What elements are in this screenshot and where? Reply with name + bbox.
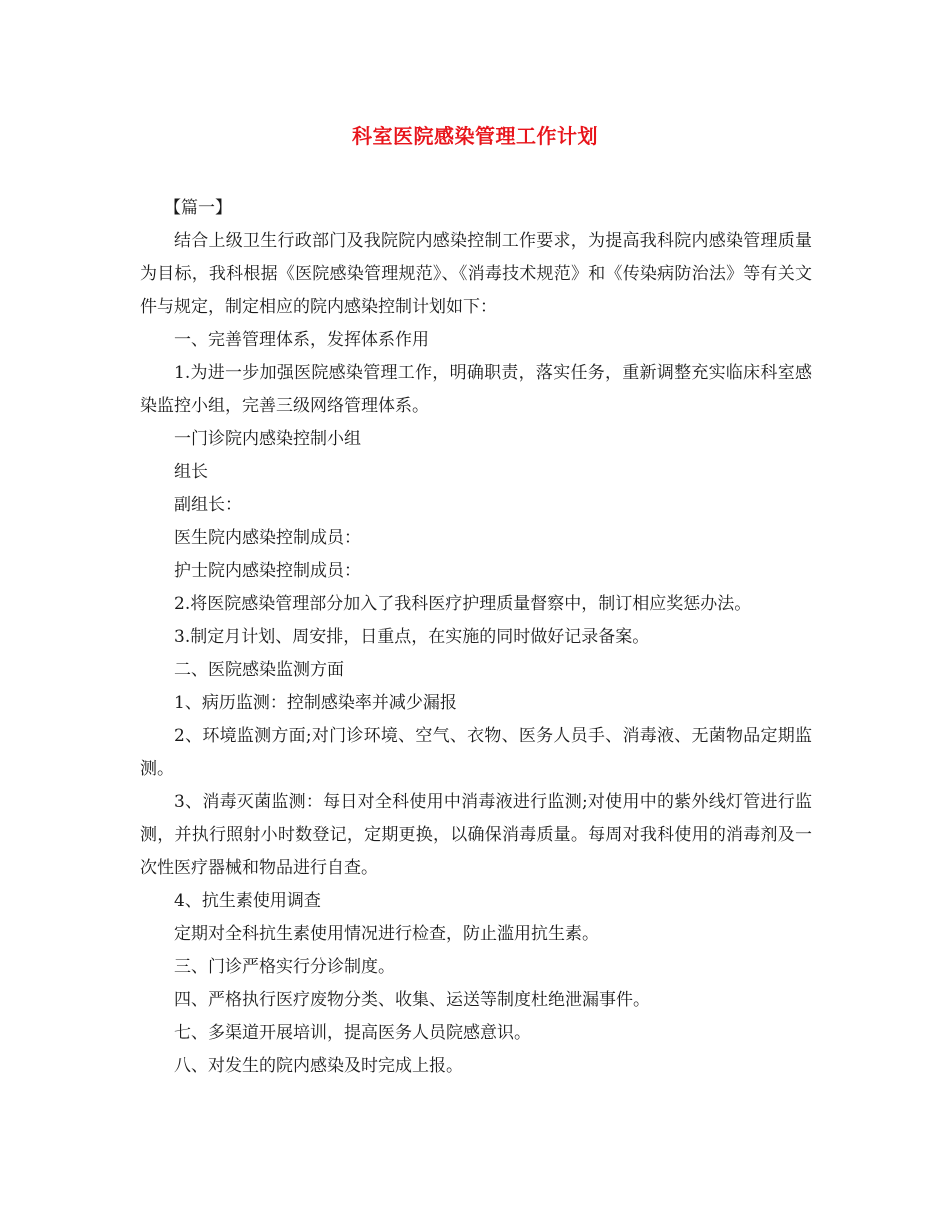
paragraph: 护士院内感染控制成员：	[174, 561, 361, 581]
paragraph: 七、多渠道开展培训，提高医务人员院感意识。	[174, 1023, 531, 1043]
paragraph: 二、医院感染监测方面	[174, 660, 344, 680]
paragraph: 副组长：	[174, 495, 242, 515]
paragraph: 医生院内感染控制成员：	[174, 528, 361, 548]
paragraph: 八、对发生的院内感染及时完成上报。	[174, 1056, 463, 1076]
paragraph: 定期对全科抗生素使用情况进行检查，防止滥用抗生素。	[174, 924, 599, 944]
paragraph: 组长	[174, 462, 208, 482]
section-label: 【篇一】	[164, 198, 232, 218]
document-title: 科室医院感染管理工作计划	[352, 124, 598, 148]
paragraph: 2.将医院感染管理部分加入了我科医疗护理质量督察中，制订相应奖惩办法。	[174, 594, 752, 614]
paragraph: 3、消毒灭菌监测：每日对全科使用中消毒液进行监测;对使用中的紫外线灯管进行监测，并执行照射小时数登记，定期更换，以确保消毒质量。每周对我科使用的消毒剂及一次性医疗器械和物品进行自查。	[140, 792, 812, 878]
paragraph: 2、环境监测方面;对门诊环境、空气、衣物、医务人员手、消毒液、无菌物品定期监测。	[140, 726, 812, 779]
paragraph: 1、病历监测：控制感染率并减少漏报	[174, 693, 457, 713]
paragraph: 3.制定月计划、周安排，日重点，在实施的同时做好记录备案。	[174, 627, 650, 647]
paragraph: 一、完善管理体系，发挥体系作用	[174, 330, 429, 350]
paragraph: 1.为进一步加强医院感染管理工作，明确职责，落实任务，重新调整充实临床科室感染监控小组，完善三级网络管理体系。	[140, 363, 812, 416]
paragraph: 结合上级卫生行政部门及我院院内感染控制工作要求，为提高我科院内感染管理质量为目标，我科根据《医院感染管理规范》、《消毒技术规范》和《传染病防治法》等有关文件与规定，制定相应的院内感染控制计划如下：	[140, 231, 812, 317]
document-body	[140, 192, 812, 1083]
paragraph: 三、门诊严格实行分诊制度。	[174, 957, 395, 977]
paragraph: 4、抗生素使用调查	[174, 891, 321, 911]
paragraph: 四、严格执行医疗废物分类、收集、运送等制度杜绝泄漏事件。	[174, 990, 650, 1010]
paragraph: 一门诊院内感染控制小组	[174, 429, 361, 449]
